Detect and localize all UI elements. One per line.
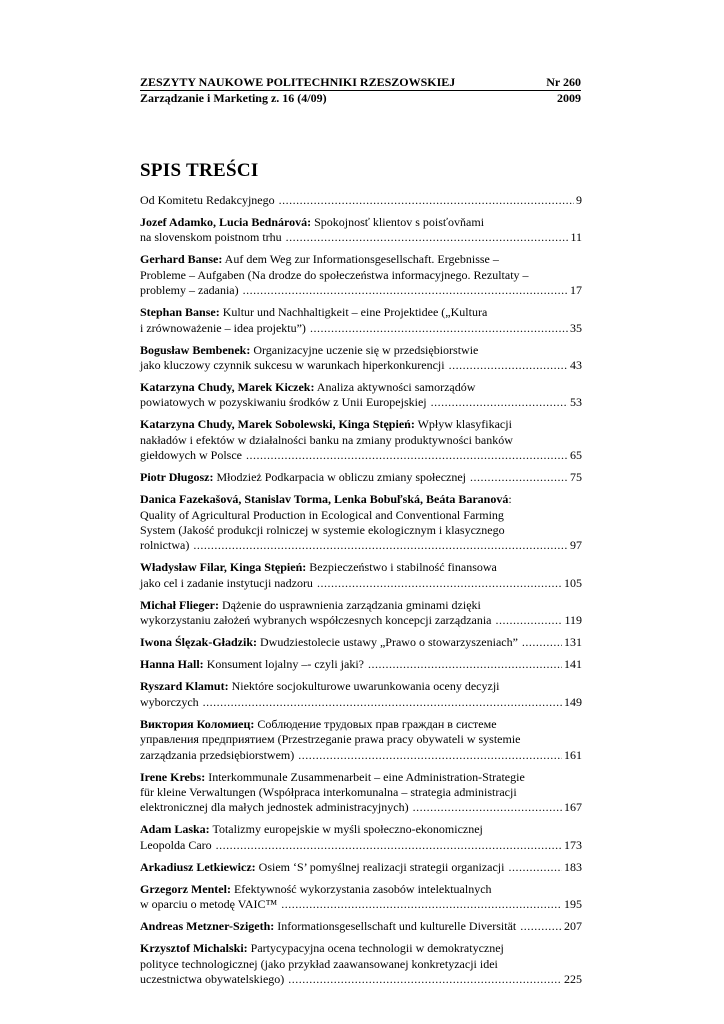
leader-dots: [203, 695, 562, 710]
toc-entry: [140, 560, 582, 591]
entry-title: Piotr Długosz: Młodzież Podkarpacia w obliczu zmiany społecznej: [140, 470, 467, 485]
page-number: 131: [564, 635, 582, 650]
entry-line: Danica Fazekašová, Stanislav Torma, Lenka Bobuľská, Beáta Baranová:: [140, 492, 512, 507]
entry-authors: Irene Krebs:: [140, 769, 206, 784]
toc-entry: [140, 380, 582, 411]
entry-line: System (Jakość produkcji rolniczej w systemie ekologicznym i klasycznego: [140, 523, 505, 538]
entry-last-line: [140, 657, 582, 672]
toc-entry: [140, 193, 582, 208]
toc-entry: [140, 305, 582, 336]
toc-entry: [140, 770, 582, 816]
page-number: 9: [576, 193, 582, 207]
entry-authors: Andreas Metzner-Szigeth:: [140, 919, 275, 934]
entry-title-end: Leopolda Caro: [140, 837, 212, 852]
entry-line: Michał Flieger: Dążenie do usprawnienia zarządzania gminami dzięki: [140, 597, 481, 612]
entry-title-end: wykorzystaniu założeń wybranych współczesnych koncepcji zarządzania: [140, 613, 492, 628]
entry-line: Katarzyna Chudy, Marek Sobolewski, Kinga Stępień: Wpływ klasyfikacji: [140, 417, 512, 432]
entry-line: Jozef Adamko, Lucia Bednárová: Spokojnosť klientov s poisťovňami: [140, 215, 485, 229]
leader-dots: [279, 193, 574, 208]
entry-authors: Jozef Adamko, Lucia Bednárová:: [140, 215, 312, 229]
entry-last-line: [140, 321, 582, 336]
entry-title-end: zarządzania przedsiębiorstwem): [140, 747, 295, 762]
page-number: 195: [564, 897, 582, 912]
entry-line: управления предприятием (Przestrzeganie prawa pracy obywateli w systemie: [140, 732, 521, 747]
entry-last-line: [140, 838, 582, 853]
leader-dots: [368, 657, 562, 672]
entry-last-line: [140, 919, 582, 934]
entry-last-line: [140, 635, 582, 650]
page-number: 105: [564, 575, 582, 590]
leader-dots: [310, 321, 568, 336]
entry-last-line: [140, 576, 582, 591]
entry-line: Stephan Banse: Kultur und Nachhaltigkeit – eine Projektidee („Kultura: [140, 305, 488, 320]
leader-dots: [216, 838, 562, 853]
entry-line: polityce technologicznej (jako przykład zaawansowanej konkretyzacji idei: [140, 956, 498, 971]
entry-authors: Krzysztof Michalski:: [140, 941, 248, 956]
toc-entry: [140, 919, 582, 934]
page-number: 173: [564, 837, 582, 852]
entry-authors: Grzegorz Mentel:: [140, 881, 231, 896]
entry-authors: Katarzyna Chudy, Marek Kiczek:: [140, 380, 315, 395]
entry-line: Władysław Filar, Kinga Stępień: Bezpieczeństwo i stabilność finansowa: [140, 560, 497, 575]
toc-entry: [140, 343, 582, 374]
entry-authors: Ryszard Klamut:: [140, 679, 229, 694]
entry-authors: Виктория Коломиец:: [140, 716, 255, 731]
page-number: 119: [564, 613, 582, 628]
toc-entry: [140, 882, 582, 913]
toc-entry: [140, 215, 582, 246]
entry-last-line: [140, 448, 582, 463]
leader-dots: [246, 448, 568, 463]
entry-authors: Gerhard Banse:: [140, 252, 223, 267]
entry-line: Krzysztof Michalski: Partycypacyjna ocena technologii w demokratycznej: [140, 941, 504, 956]
entry-line: Gerhard Banse: Auf dem Weg zur Informationsgesellschaft. Ergebnisse –: [140, 252, 499, 267]
entry-authors: Iwona Ślęzak-Gładzik:: [140, 635, 258, 650]
toc-entry: [140, 860, 582, 875]
page-number: 43: [570, 358, 582, 373]
entry-line: Irene Krebs: Interkommunale Zusammenarbeit – eine Administration-Strategie: [140, 769, 525, 784]
page-number: 183: [564, 859, 582, 874]
toc-entry: [140, 822, 582, 853]
entry-authors: Piotr Długosz:: [140, 470, 214, 485]
entry-last-line: [140, 860, 582, 875]
entry-last-line: [140, 800, 582, 815]
leader-dots: [286, 230, 569, 245]
entry-title-end: i zrównoważenie – idea projektu”): [140, 320, 306, 335]
page-number: 53: [570, 395, 582, 410]
toc-entry: [140, 492, 582, 554]
leader-dots: [496, 613, 563, 628]
issue-number: Nr 260: [546, 75, 581, 89]
entry-last-line: [140, 972, 582, 987]
entry-line: Ryszard Klamut: Niektóre socjokulturowe uwarunkowania oceny decyzji: [140, 679, 500, 694]
leader-dots: [243, 283, 568, 298]
page-number: 161: [564, 747, 582, 762]
entry-last-line: [140, 613, 582, 628]
toc-entry: [140, 598, 582, 629]
page-number: 65: [570, 448, 582, 463]
entry-title-end: giełdowych w Polsce: [140, 448, 242, 463]
entry-title-end: jako kluczowy czynnik sukcesu w warunkach hiperkonkurencji: [140, 358, 445, 373]
toc-entry: [140, 657, 582, 672]
toc-entry: [140, 679, 582, 710]
entry-line: Probleme – Aufgaben (Na drodze do społeczeństwa informacyjnego. Rezultaty –: [140, 267, 529, 282]
entry-authors: Adam Laska:: [140, 822, 210, 837]
publication-year: 2009: [557, 91, 581, 105]
entry-title-end: w oparciu o metodę VAIC™: [140, 897, 278, 912]
entry-title-end: problemy – zadania): [140, 283, 239, 298]
toc-entry: [140, 717, 582, 763]
entry-authors: Michał Flieger:: [140, 597, 219, 612]
leader-dots: [449, 358, 568, 373]
entry-authors: Arkadiusz Letkiewicz:: [140, 859, 256, 874]
entry-title: Andreas Metzner-Szigeth: Informationsgesellschaft und kulturelle Diversität: [140, 919, 517, 934]
entry-last-line: [140, 538, 582, 553]
leader-dots: [431, 395, 568, 410]
leader-dots: [288, 972, 562, 987]
leader-dots: [470, 470, 568, 485]
entry-line: Adam Laska: Totalizmy europejskie w myśli społeczno-ekonomicznej: [140, 822, 483, 837]
entry-line: Bogusław Bembenek: Organizacyjne uczenie się w przedsiębiorstwie: [140, 342, 479, 357]
entry-authors: Bogusław Bembenek:: [140, 342, 251, 357]
toc-entry: [140, 252, 582, 298]
entry-line: Виктория Коломиец: Соблюдение трудовых прав граждан в системе: [140, 716, 497, 731]
header-row-journal: [140, 75, 581, 91]
toc-entry: [140, 470, 582, 485]
entry-last-line: [140, 695, 582, 710]
entry-authors: Stephan Banse:: [140, 305, 220, 320]
leader-dots: [298, 748, 562, 763]
leader-dots: [520, 919, 562, 934]
entry-authors: Danica Fazekašová, Stanislav Torma, Lenka Bobuľská, Beáta Baranová: [140, 492, 509, 507]
entry-authors: Hanna Hall:: [140, 657, 204, 672]
entry-line: Katarzyna Chudy, Marek Kiczek: Analiza aktywności samorządów: [140, 380, 476, 395]
page-title: SPIS TREŚCI: [140, 160, 259, 181]
leader-dots: [193, 538, 568, 553]
table-of-contents: [140, 193, 582, 994]
entry-title: Iwona Ślęzak-Gładzik: Dwudziestolecie ustawy „Prawo o stowarzyszeniach”: [140, 635, 518, 650]
entry-line: Grzegorz Mentel: Efektywność wykorzystania zasobów intelektualnych: [140, 881, 492, 896]
leader-dots: [413, 800, 562, 815]
entry-last-line: [140, 230, 582, 245]
entry-title: Hanna Hall: Konsument lojalny –- czyli jaki?: [140, 657, 364, 672]
header-row-series: [140, 91, 581, 106]
page-number: 75: [570, 470, 582, 485]
entry-authors: Władysław Filar, Kinga Stępień:: [140, 560, 307, 575]
page-number: 167: [564, 800, 582, 815]
toc-entry: [140, 941, 582, 987]
entry-last-line: [140, 283, 582, 298]
series-name: Zarządzanie i Marketing z. 16 (4/09): [140, 91, 327, 105]
entry-line: Quality of Agricultural Production in Ecological and Conventional Farming: [140, 507, 504, 522]
page-number: 17: [570, 283, 582, 298]
entry-authors: Katarzyna Chudy, Marek Sobolewski, Kinga Stępień:: [140, 417, 415, 432]
entry-line: für kleine Verwaltungen (Współpraca interkomunalna – strategia administracji: [140, 784, 517, 799]
page-number: 225: [564, 971, 582, 986]
entry-title: Arkadiusz Letkiewicz: Osiem ‘S’ pomyślnej realizacji strategii organizacji: [140, 859, 505, 874]
journal-header: [140, 75, 581, 106]
page-number: 207: [564, 919, 582, 934]
page-number: 11: [570, 230, 582, 245]
entry-title-end: powiatowych w pozyskiwaniu środków z Unii Europejskiej: [140, 395, 427, 410]
entry-title: Od Komitetu Redakcyjnego: [140, 193, 275, 207]
entry-last-line: [140, 748, 582, 763]
toc-entry: [140, 635, 582, 650]
entry-last-line: [140, 193, 582, 208]
toc-entry: [140, 417, 582, 463]
entry-last-line: [140, 897, 582, 912]
leader-dots: [317, 576, 562, 591]
entry-title-end: wyborczych: [140, 694, 199, 709]
entry-title-end: jako cel i zadanie instytucji nadzoru: [140, 575, 313, 590]
entry-title-end: rolnictwa): [140, 538, 190, 553]
entry-line: nakładów i efektów w działalności banku na zmiany produktywności banków: [140, 432, 513, 447]
entry-last-line: [140, 395, 582, 410]
page-number: 97: [570, 538, 582, 553]
entry-title-end: uczestnictwa obywatelskiego): [140, 971, 285, 986]
entry-title-end: na slovenskom poistnom trhu: [140, 230, 282, 245]
entry-last-line: [140, 358, 582, 373]
leader-dots: [281, 897, 562, 912]
page-number: 35: [570, 320, 582, 335]
page-number: 149: [564, 694, 582, 709]
page-number: 141: [564, 657, 582, 672]
leader-dots: [508, 860, 562, 875]
entry-title-end: elektronicznej dla małych jednostek administracyjnych): [140, 800, 409, 815]
journal-name: ZESZYTY NAUKOWE POLITECHNIKI RZESZOWSKIEJ: [140, 75, 456, 89]
entry-last-line: [140, 470, 582, 485]
leader-dots: [522, 635, 562, 650]
